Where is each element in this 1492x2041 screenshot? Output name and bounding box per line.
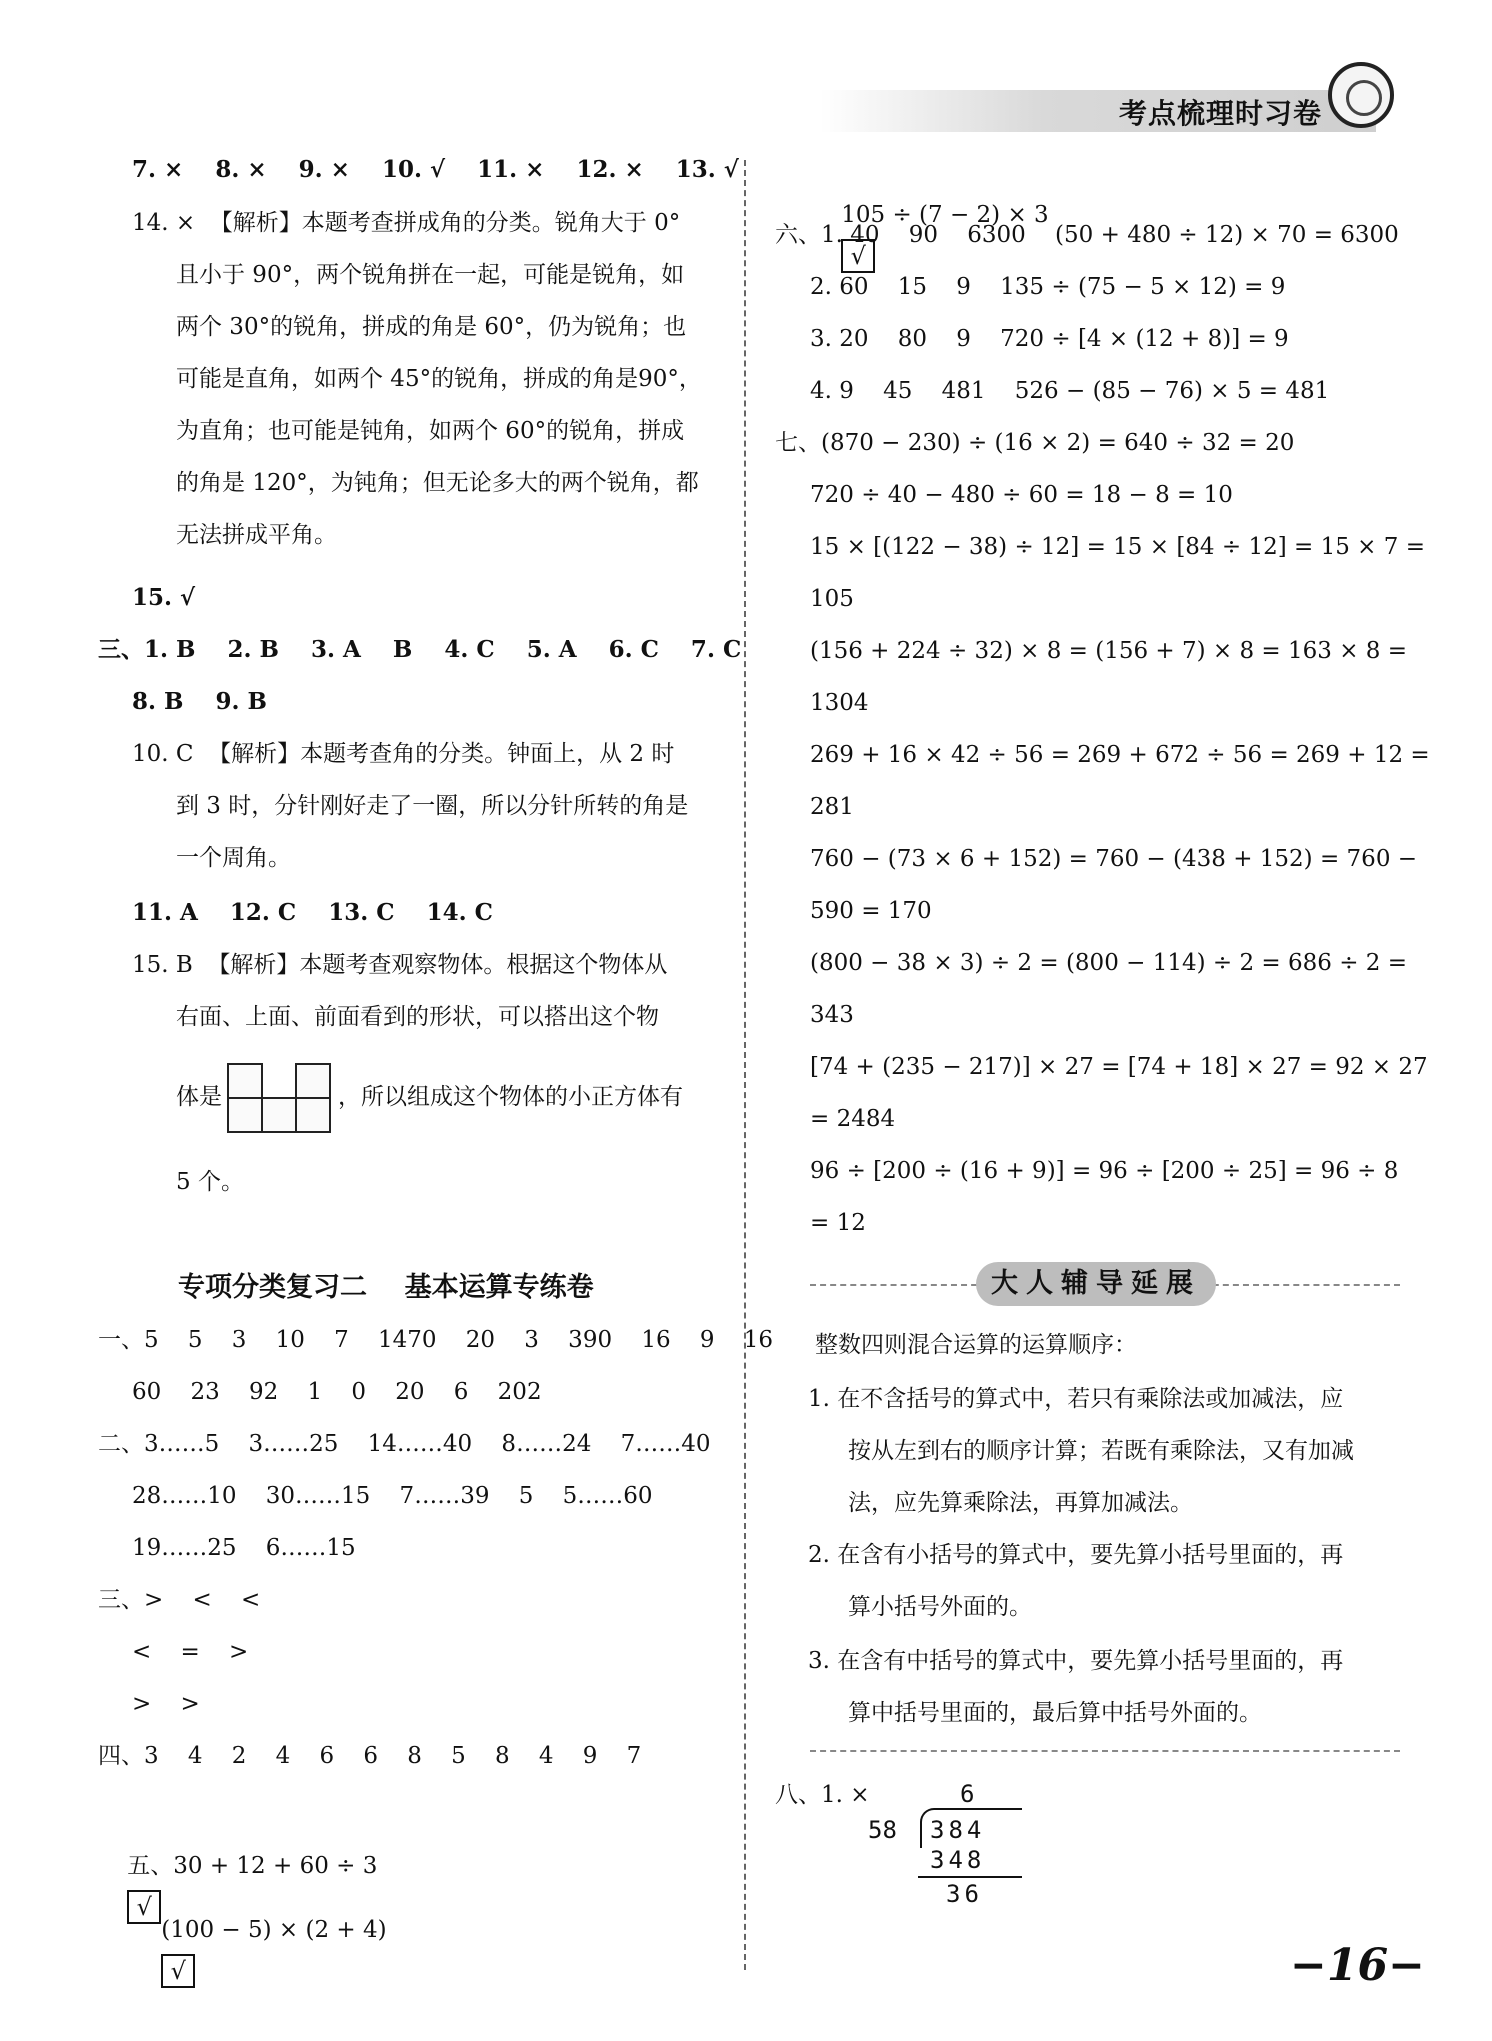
answer-line: 343 (810, 1002, 854, 1028)
answer-line: < = > (132, 1639, 249, 1665)
answer-line: 到 3 时，分针刚好走了一圈，所以分针所转的角是 (176, 793, 689, 819)
answer-line: 28……10 30……15 7……39 5 5……60 (132, 1483, 653, 1509)
answer-line: 3. 20 80 9 720 ÷ [4 × (12 + 8)] = 9 (810, 326, 1289, 352)
cube (261, 1097, 297, 1133)
check-box: √ (161, 1954, 195, 1988)
tip-line: 算小括号外面的。 (848, 1594, 1032, 1620)
answer-line: 两个 30°的锐角，拼成的角是 60°，仍为锐角；也 (176, 314, 687, 340)
cube (295, 1063, 331, 1099)
cube (227, 1097, 263, 1133)
header-title: 考点梳理时习卷 (1118, 97, 1322, 130)
page-number: −16− (1290, 1940, 1425, 1991)
tip-line: 算中括号里面的，最后算中括号外面的。 (848, 1700, 1262, 1726)
answer-line: 体是 (176, 1084, 222, 1110)
answer-line: 269 + 16 × 42 ÷ 56 = 269 + 672 ÷ 56 = 269 + 12 = (810, 742, 1430, 768)
check-box: √ (127, 1890, 161, 1924)
answer-line: 19……25 6……15 (132, 1535, 356, 1561)
answer-line: 720 ÷ 40 − 480 ÷ 60 = 18 − 8 = 10 (810, 482, 1233, 508)
division-line (918, 1876, 1022, 1878)
answer-line (132, 1870, 387, 1985)
divider (810, 1750, 1400, 1752)
section-title: 专项分类复习二 基本运算专练卷 (178, 1272, 594, 1303)
answer-line: 15 × [(122 − 38) ÷ 12] = 15 × [84 ÷ 12] = 15 × 7 = (810, 534, 1425, 560)
answer-line: 六、1. 40 90 6300 (50 + 480 ÷ 12) × 70 = 6300 (775, 222, 1399, 248)
answer-line: 二、3……5 3……25 14……40 8……24 7……40 (98, 1431, 711, 1457)
tip-line: 1. 在不含括号的算式中，若只有乘除法或加减法，应 (808, 1386, 1344, 1412)
answer-line: 八、1. × (775, 1782, 870, 1808)
answer-line: 且小于 90°，两个锐角拼在一起，可能是锐角，如 (176, 262, 685, 288)
answer-line: ，所以组成这个物体的小正方体有 (338, 1084, 683, 1110)
answer-line: 60 23 92 1 0 20 6 202 (132, 1379, 542, 1405)
expression: (100 − 5) × (2 + 4) (161, 1917, 387, 1943)
answer-line: 760 − (73 × 6 + 152) = 760 − (438 + 152) = 760 − (810, 846, 1418, 872)
column-divider (744, 160, 746, 1970)
expression: 五、30 + 12 + 60 ÷ 3 (127, 1853, 378, 1879)
answer-line (812, 155, 1049, 270)
answer-line: 为直角；也可能是钝角，如两个 60°的锐角，拼成 (176, 418, 685, 444)
answer-line: 无法拼成平角。 (176, 522, 337, 548)
answer-line: 2. 60 15 9 135 ÷ (75 − 5 × 12) = 9 (810, 274, 1286, 300)
answer-line: 105 (810, 586, 854, 612)
answer-line: = 12 (810, 1210, 866, 1236)
answer-line: 三、> < < (98, 1587, 261, 1613)
answer-line: 8. B 9. B (132, 688, 267, 715)
answer-line: 三、1. B 2. B 3. A B 4. C 5. A 6. C 7. C (98, 636, 742, 663)
publisher-logo-icon (1328, 62, 1394, 128)
answer-line: 右面、上面、前面看到的形状，可以搭出这个物 (176, 1004, 659, 1030)
answer-line: 七、(870 − 230) ÷ (16 × 2) = 640 ÷ 32 = 20 (775, 430, 1295, 456)
tip-intro: 整数四则混合运算的运算顺序： (815, 1332, 1137, 1358)
answer-line: (156 + 224 ÷ 32) × 8 = (156 + 7) × 8 = 163 × 8 = (810, 638, 1408, 664)
answer-line (98, 1806, 378, 1921)
answer-line: 7. × 8. × 9. × 10. √ 11. × 12. × 13. √ (132, 156, 739, 183)
division-quotient: 6 (960, 1780, 975, 1808)
tip-line: 3. 在含有中括号的算式中，要先算小括号里面的，再 (808, 1648, 1344, 1674)
answer-line: [74 + (235 − 217)] × 27 = [74 + 18] × 27 = 92 × 27 (810, 1054, 1428, 1080)
answer-line: 15. √ (132, 584, 196, 611)
answer-line: 的角是 120°，为钝角；但无论多大的两个锐角，都 (176, 470, 699, 496)
check-box: √ (841, 239, 875, 273)
answer-line: 10. C 【解析】本题考查角的分类。钟面上，从 2 时 (132, 741, 675, 767)
division-dividend: 384 (930, 1816, 986, 1844)
section-title: 大人辅导延展 (976, 1262, 1216, 1306)
answer-line: 一、5 5 3 10 7 1470 20 3 390 16 9 16 (98, 1327, 773, 1353)
answer-line: 可能是直角，如两个 45°的锐角，拼成的角是90°， (176, 366, 702, 392)
answer-line: 5 个。 (176, 1169, 244, 1195)
division-product: 348 (930, 1846, 986, 1874)
cube (227, 1063, 263, 1099)
answer-line: 11. A 12. C 13. C 14. C (132, 899, 493, 926)
answer-line: (800 − 38 × 3) ÷ 2 = (800 − 114) ÷ 2 = 686 ÷ 2 = (810, 950, 1408, 976)
answer-line: 281 (810, 794, 854, 820)
answer-line: 14. × 【解析】本题考查拼成角的分类。锐角大于 0° (132, 210, 681, 236)
answer-line: 590 = 170 (810, 898, 932, 924)
division-remainder: 36 (946, 1880, 983, 1908)
tip-line: 2. 在含有小括号的算式中，要先算小括号里面的，再 (808, 1542, 1344, 1568)
tip-line: 法，应先算乘除法，再算加减法。 (848, 1490, 1193, 1516)
answer-line: = 2484 (810, 1106, 896, 1132)
division-divisor: 58 (868, 1816, 897, 1844)
tip-line: 按从左到右的顺序计算；若既有乘除法，又有加减 (848, 1438, 1354, 1464)
answer-line: 15. B 【解析】本题考查观察物体。根据这个物体从 (132, 952, 668, 978)
cube (295, 1097, 331, 1133)
expression: 105 ÷ (7 − 2) × 3 (841, 202, 1049, 228)
answer-line: > > (132, 1691, 200, 1717)
answer-line: 96 ÷ [200 ÷ (16 + 9)] = 96 ÷ [200 ÷ 25] = 96 ÷ 8 (810, 1158, 1399, 1184)
answer-line: 一个周角。 (176, 845, 291, 871)
answer-line: 四、3 4 2 4 6 6 8 5 8 4 9 7 (98, 1743, 642, 1769)
answer-line: 4. 9 45 481 526 − (85 − 76) × 5 = 481 (810, 378, 1330, 404)
answer-line: 1304 (810, 690, 869, 716)
